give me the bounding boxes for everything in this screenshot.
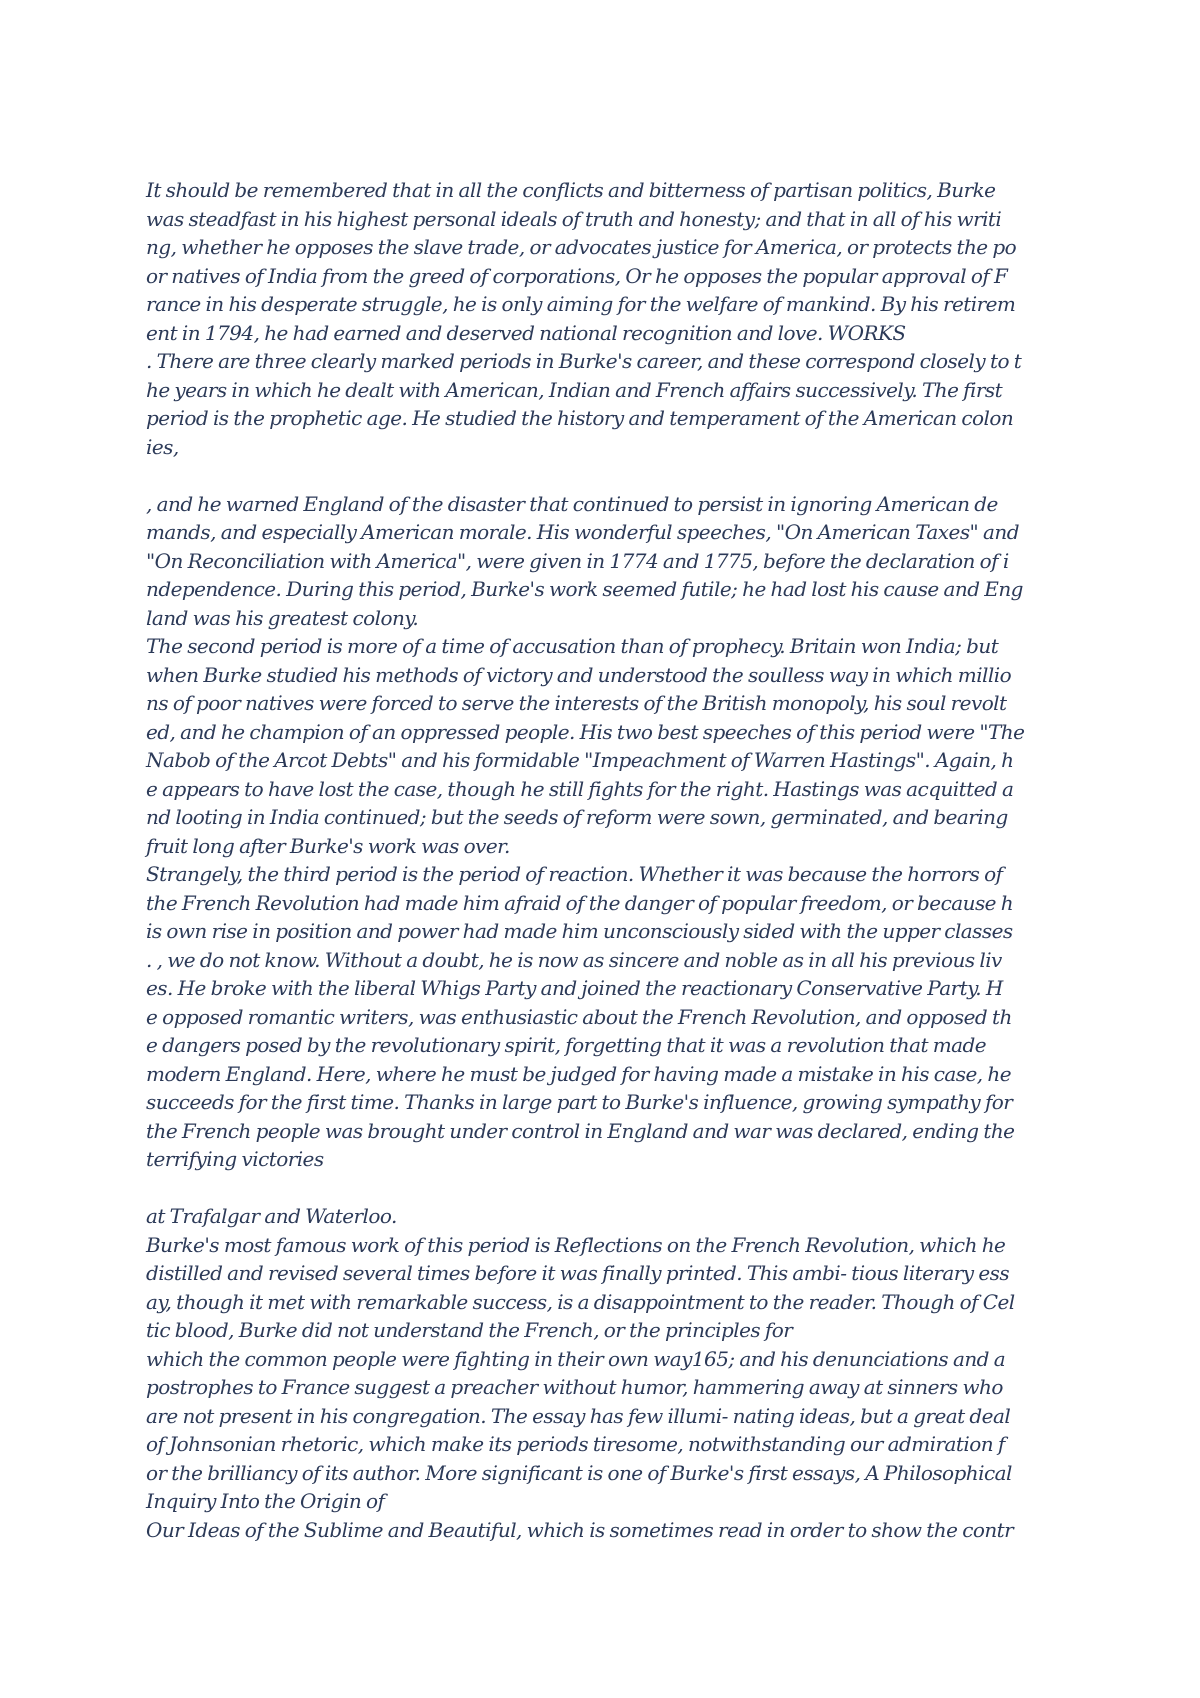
text-line: was steadfast in his highest personal ideals of truth and honesty; and that in all of his writi — [146, 206, 1002, 231]
blank-line — [146, 1174, 1066, 1203]
text-line: . There are three clearly marked periods in Burke's career, and these correspond closely to t — [146, 349, 1022, 373]
text-line: distilled and revised several times before it was finally printed. This ambi- tious literary ess — [146, 1261, 1010, 1285]
text-line: "On Reconciliation with America", were given in 1774 and 1775, before the declaration of i — [146, 548, 1009, 573]
text-line: ed, and he champion of an oppressed people. His two best speeches of this period were "The — [146, 719, 1025, 744]
text-line: postrophes to France suggest a preacher without humor, hammering away at sinners who — [146, 1375, 1003, 1399]
text-line: Our Ideas of the Sublime and Beautiful, which is sometimes read in order to show the contr — [146, 1517, 1014, 1542]
text-line: period is the prophetic age. He studied the history and temperament of the American colon — [146, 406, 1014, 430]
text-line: land was his greatest colony. — [146, 605, 419, 630]
text-line: are not present in his congregation. The essay has few illumi- nating ideas, but a great deal — [146, 1403, 1011, 1428]
text-line: es. He broke with the liberal Whigs Party and joined the reactionary Conservative Party. H — [146, 976, 1003, 1000]
text-line: e dangers posed by the revolutionary spirit, forgetting that it was a revolution that made — [146, 1033, 987, 1057]
text-line: or natives of India from the greed of corporations, Or he opposes the popular approval of F — [146, 263, 1008, 288]
text-line: the French Revolution had made him afraid of the danger of popular freedom, or because h — [146, 890, 1014, 915]
body-text — [146, 176, 1066, 1544]
text-line: Inquiry Into the Origin of — [146, 1489, 385, 1513]
text-line: e appears to have lost the case, though he still fights for the right. Hastings was acquitted a — [146, 776, 1014, 801]
text-line: mands, and especially American morale. His wonderful speeches, "On American Taxes" and — [146, 520, 1019, 544]
text-line: rance in his desperate struggle, he is only aiming for the welfare of mankind. By his retirem — [146, 292, 1016, 316]
text-line: succeeds for the first time. Thanks in large part to Burke's influence, growing sympathy for — [146, 1090, 1013, 1114]
text-line: ns of poor natives were forced to serve the interests of the British monopoly, his soul revolt — [146, 691, 1007, 715]
text-line: Strangely, the third period is the period of reaction. Whether it was because the horrors of — [146, 862, 1003, 886]
text-line: ay, though it met with remarkable success, is a disappointment to the reader. Though of Cel — [146, 1289, 1015, 1314]
text-line: he years in which he dealt with American, Indian and French affairs successively. The first — [146, 377, 1003, 402]
text-line: modern England. Here, where he must be judged for having made a mistake in his case, he — [146, 1061, 1011, 1086]
text-line: ies, — [146, 434, 179, 459]
text-line: ndependence. During this period, Burke's work seemed futile; he had lost his cause and Eng — [146, 577, 1023, 601]
text-line: Nabob of the Arcot Debts" and his formidable "Impeachment of Warren Hastings". Again, h — [146, 748, 1014, 772]
text-line: fruit long after Burke's work was over. — [146, 833, 510, 858]
text-line: or the brilliancy of its author. More significant is one of Burke's first essays, A Philosophical — [146, 1460, 1012, 1485]
text-line: which the common people were fighting in their own way165; and his denunciations and a — [146, 1346, 1006, 1371]
text-line: Burke's most famous work of this period is Reflections on the French Revolution, which he — [146, 1232, 1006, 1257]
text-line: when Burke studied his methods of victory and understood the soulless way in which millio — [146, 662, 1012, 687]
text-line: It should be remembered that in all the conflicts and bitterness of partisan politics, Burke — [146, 178, 996, 202]
text-line: The second period is more of a time of accusation than of prophecy. Britain won India; but — [146, 634, 999, 658]
text-line: . , we do not know. Without a doubt, he is now as sincere and noble as in all his previous liv — [146, 947, 1002, 972]
blank-line — [146, 461, 1066, 490]
text-line: ent in 1794, he had earned and deserved national recognition and love. WORKS — [146, 320, 906, 345]
text-line: ng, whether he opposes the slave trade, or advocates justice for America, or protects the po — [146, 235, 1017, 259]
text-line: terrifying victories — [146, 1147, 324, 1171]
text-line: nd looting in India continued; but the seeds of reform were sown, germinated, and bearing — [146, 805, 1008, 829]
text-line: of Johnsonian rhetoric, which make its periods tiresome, notwithstanding our admiration f — [146, 1432, 1005, 1456]
text-line: , and he warned England of the disaster that continued to persist in ignoring American de — [146, 491, 998, 516]
text-line: is own rise in position and power had made him unconsciously sided with the upper classes — [146, 919, 1013, 943]
text-line: tic blood, Burke did not understand the French, or the principles for — [146, 1318, 793, 1342]
text-line: at Trafalgar and Waterloo. — [146, 1204, 397, 1228]
text-line: e opposed romantic writers, was enthusiastic about the French Revolution, and opposed th — [146, 1004, 1012, 1029]
text-line: the French people was brought under control in England and war was declared, ending the — [146, 1118, 1015, 1143]
